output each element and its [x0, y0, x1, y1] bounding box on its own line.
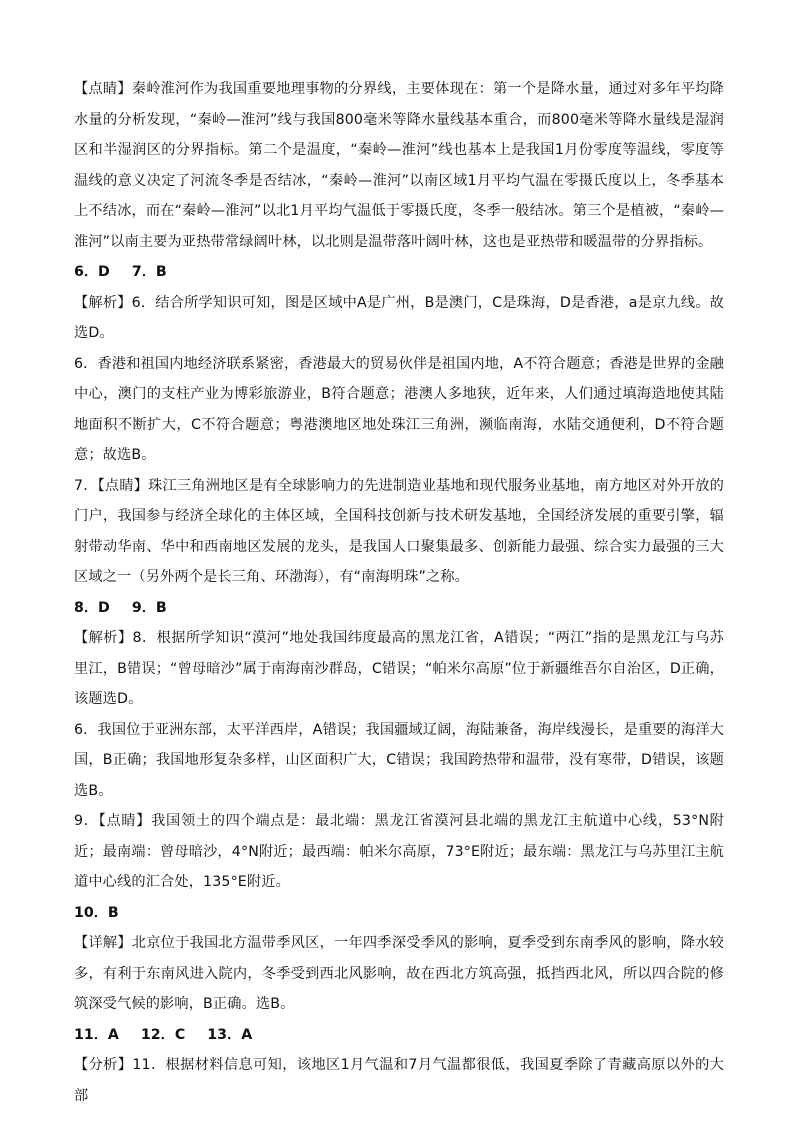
answer-line-8-9 [74, 593, 724, 624]
answer-11: 11．A [74, 1026, 119, 1043]
paragraph-analysis-8: 【解析】8．根据所学知识“漠河”地处我国纬度最高的黑龙江省，A错误；“两江”指的是黑龙江与乌苏里江，B错误；“曾母暗沙”属于南海南沙群岛，C错误；“帕米尔高原”位于新疆维吾尔自治区，D正确，该题选D。 [74, 630, 724, 707]
paragraph-extreme-points-note: 9．【点睛】我国领土的四个端点是：最北端：黑龙江省漠河县北端的黑龙江主航道中心线，53°N附近；最南端：曾母暗沙，4°N附近；最西端：帕米尔高原，73°E附近；最东端：黑龙江与乌苏里江主航道中心线的汇合处，135°E附近。 [74, 813, 724, 890]
document-page [74, 74, 724, 1111]
paragraph-beijing-detail: 【详解】北京位于我国北方温带季风区，一年四季深受季风的影响，夏季受到东南季风的影响，降水较多，有利于东南风进入院内，冬季受到西北风影响，故在西北方筑高强，抵挡西北风，所以四合院的修筑深受气候的影响，B正确。选B。 [74, 935, 724, 1012]
answer-8: 8．D [74, 599, 110, 616]
answer-line-6-7 [74, 257, 724, 288]
answer-9: 9．B [131, 599, 167, 616]
answer-12: 12．C [140, 1026, 186, 1043]
answer-10: 10．B [74, 904, 119, 921]
paragraph-analysis-11: 【分析】11．根据材料信息可知，该地区1月气温和7月气温都很低，我国夏季除了青藏高原以外的大部 [74, 1057, 724, 1104]
answer-line-11-13 [74, 1020, 724, 1051]
paragraph-hongkong: 6．香港和祖国内地经济联系紧密，香港最大的贸易伙伴是祖国内地，A不符合题意；香港是世界的金融中心，澳门的支柱产业为博彩旅游业，B符合题意；港澳人多地狭，近年来，人们通过填海造地使其陆地面积不断扩大，C不符合题意；粤港澳地区地处珠江三角洲，濒临南海，水陆交通便利，D不符合题意；故选B。 [74, 355, 724, 463]
paragraph-location: 6．我国位于亚洲东部，太平洋西岸，A错误；我国疆域辽阔，海陆兼备，海岸线漫长，是重要的海洋大国，B正确；我国地形复杂多样，山区面积广大，C错误；我国跨热带和温带，没有寒带，D错误，该题选B。 [74, 721, 724, 799]
paragraph-qinling-note: 【点睛】秦岭淮河作为我国重要地理事物的分界线，主要体现在：第一个是降水量，通过对多年平均降水量的分析发现，“秦岭—淮河”线与我国800毫米等降水量线基本重合，而800毫米等降水量线是湿润区和半湿润区的分界指标。第二个是温度，“秦岭—淮河”线也基本上是我国1月份零度等温线，零度等温线的意义决定了河流冬季是否结冰，“秦岭—淮河”以南区域1月平均气温在零摄氏度以上，冬季基本上不结冰，而在“秦岭—淮河”以北1月平均气温低于零摄氏度，冬季一般结冰。第三个是植被，“秦岭—淮河”以南主要为亚热带常绿阔叶林，以北则是温带落叶阔叶林，这也是亚热带和暖温带的分界指标。 [74, 81, 724, 250]
answer-line-10 [74, 898, 724, 929]
paragraph-pearl-river-note: 7．【点睛】珠江三角洲地区是有全球影响力的先进制造业基地和现代服务业基地，南方地区对外开放的门户，我国参与经济全球化的主体区域，全国科技创新与技术研发基地，全国经济发展的重要引擎，辐射带动华南、华中和西南地区发展的龙头，是我国人口聚集最多、创新能力最强、综合实力最强的三大区域之一（另外两个是长三角、环渤海），有“南海明珠”之称。 [74, 477, 724, 585]
paragraph-analysis-6: 【解析】6．结合所学知识可知，图是区域中A是广州，B是澳门，C是珠海，D是香港，a是京九线。故选D。 [74, 294, 724, 341]
answer-13: 13．A [207, 1026, 253, 1043]
answer-6: 6．D [74, 264, 110, 280]
answer-7: 7．B [131, 264, 167, 280]
